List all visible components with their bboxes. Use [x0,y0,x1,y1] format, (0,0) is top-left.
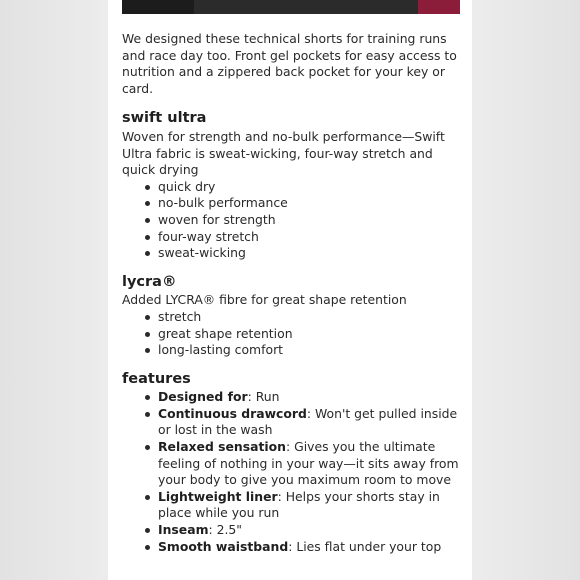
bullet-icon [145,348,150,353]
feature-item [158,539,460,556]
features-heading: features [122,370,191,387]
add-to-bag-button-partial[interactable] [418,0,460,14]
feature-item [158,439,460,489]
lycra-description: Added LYCRA® fibre for great shape retention [122,292,407,308]
feature-key: Smooth waistband [158,538,289,554]
list-item: no-bulk performance [158,195,460,212]
bullet-icon [145,332,150,337]
feature-value: : Run [247,389,280,405]
feature-value: : Helps your shorts stay in place while you run [158,488,440,521]
top-toolbar-partial [122,0,460,14]
bullet-icon [145,315,150,320]
feature-item [158,489,460,522]
feature-value: : Lies flat under your top [288,538,442,554]
bullet-icon [145,251,150,256]
bullet-icon [145,495,150,500]
list-item: woven for strength [158,212,460,229]
list-item: four-way stretch [158,229,460,246]
bullet-icon [145,412,150,417]
list-item: quick dry [158,179,460,196]
feature-item [158,406,460,439]
list-item: great shape retention [158,326,460,343]
feature-key: Designed for [158,389,248,405]
swift-ultra-heading: swift ultra [122,110,207,127]
lycra-heading: lycra® [122,273,177,290]
feature-key: Relaxed sensation [158,439,286,455]
list-item: long-lasting comfort [158,342,460,359]
feature-key: Lightweight liner [158,488,278,504]
swift-ultra-description: Woven for strength and no-bulk performance—Swift Ultra fabric is sweat-wicking, four-way stretch and quick drying [122,128,445,178]
lycra-list [122,309,460,359]
feature-value: : Won't get pulled inside or lost in the wash [158,405,458,438]
product-description [122,31,460,555]
bullet-icon [145,218,150,223]
bullet-icon [145,545,150,550]
toolbar-left-segment [122,0,194,14]
feature-value: : 2.5" [208,522,243,538]
list-item: stretch [158,309,460,326]
bullet-icon [145,528,150,533]
bullet-icon [145,395,150,400]
product-details-page [108,0,472,580]
intro-paragraph: We designed these technical shorts for training runs and race day too. Front gel pockets for easy access to nutrition and a zippered back pocket for your key or card. [122,31,457,96]
feature-item [158,389,460,406]
feature-key: Continuous drawcord [158,405,307,421]
list-item: sweat-wicking [158,245,460,262]
bullet-icon [145,185,150,190]
bullet-icon [145,445,150,450]
feature-value: : Gives you the ultimate feeling of nothing in your way—it sits away from your body to give you maximum room to move [158,439,459,488]
bullet-icon [145,235,150,240]
feature-key: Inseam [158,522,209,538]
features-list [122,389,460,555]
bullet-icon [145,201,150,206]
swift-ultra-list [122,179,460,262]
feature-item [158,522,460,539]
